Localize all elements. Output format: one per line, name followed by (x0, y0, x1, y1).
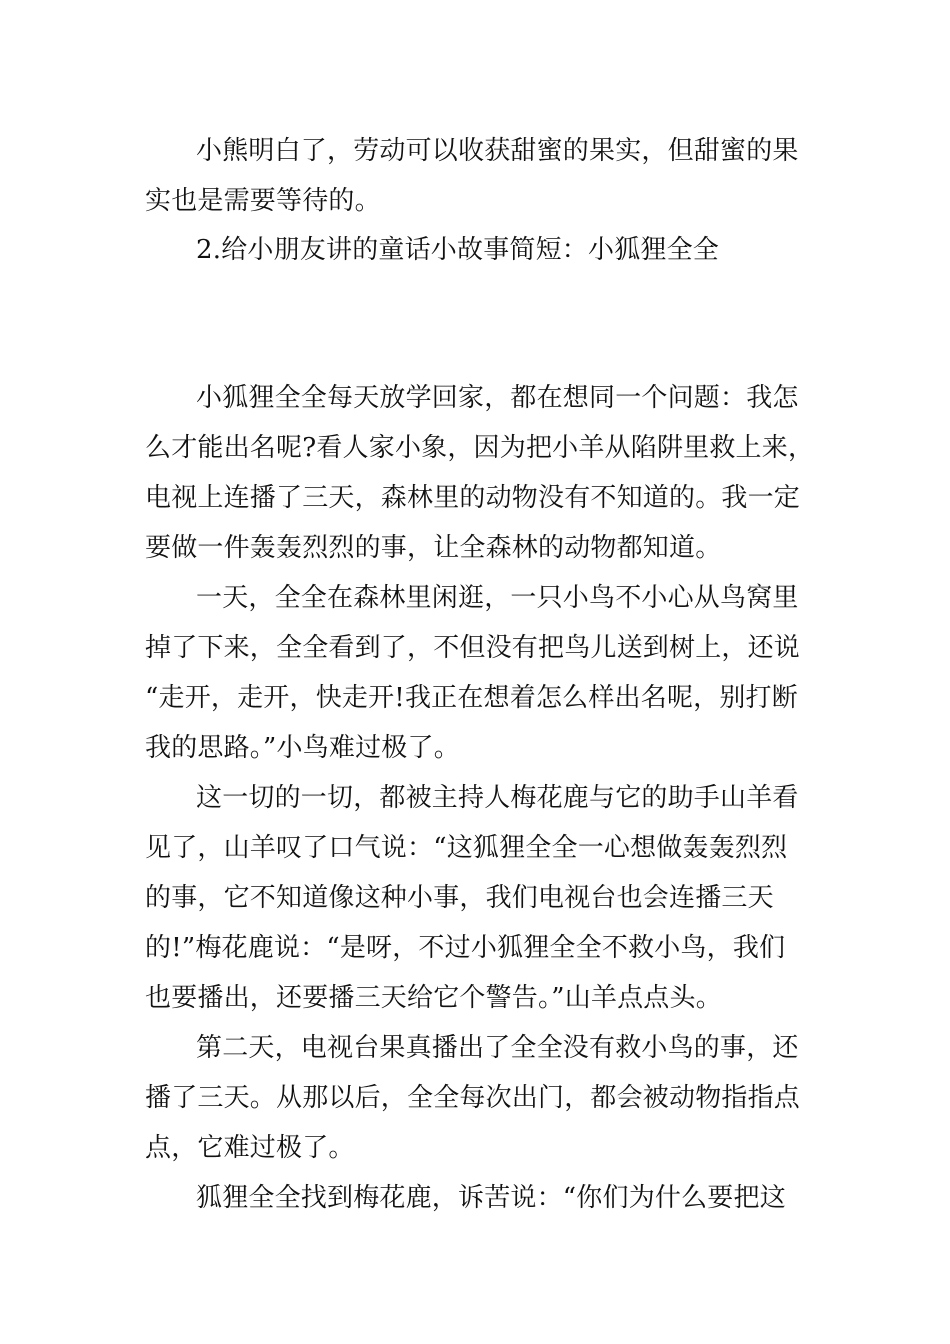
text-line: 点，它难过极了。 (145, 1133, 355, 1163)
text-line: 一天，全全在森林里闲逛，一只小鸟不小心从鸟窝里 (196, 583, 799, 613)
text-line: 也要播出，还要播三天给它个警告。”山羊点点头。 (145, 983, 722, 1013)
text-line: 要做一件轰轰烈烈的事，让全森林的动物都知道。 (145, 533, 722, 563)
text-line: 这一切的一切，都被主持人梅花鹿与它的助手山羊看 (196, 783, 799, 813)
section-heading: 2.给小朋友讲的童话小故事简短：小狐狸全全 (196, 235, 720, 265)
text-line: 的!”梅花鹿说：“是呀，不过小狐狸全全不救小鸟，我们 (145, 933, 786, 963)
text-line: 掉了下来，全全看到了，不但没有把鸟儿送到树上，还说 (145, 633, 801, 663)
text-line: 小熊明白了，劳动可以收获甜蜜的果实，但甜蜜的果 (196, 136, 799, 166)
text-line: 狐狸全全找到梅花鹿，诉苦说：“你们为什么要把这 (196, 1183, 786, 1213)
text-line: 实也是需要等待的。 (145, 186, 381, 216)
text-line: 的事，它不知道像这种小事，我们电视台也会连播三天 (145, 883, 774, 913)
text-line: 电视上连播了三天，森林里的动物没有不知道的。我一定 (145, 483, 801, 513)
text-line: 我的思路。”小鸟难过极了。 (145, 733, 460, 763)
text-line: “走开，走开，快走开!我正在想着怎么样出名呢，别打断 (145, 683, 798, 713)
text-line: 第二天，电视台果真播出了全全没有救小鸟的事，还 (196, 1033, 799, 1063)
text-line: 见了，山羊叹了口气说：“这狐狸全全一心想做轰轰烈烈 (145, 833, 788, 863)
text-line: 小狐狸全全每天放学回家，都在想同一个问题：我怎 (196, 383, 799, 413)
text-line: 播了三天。从那以后，全全每次出门，都会被动物指指点 (145, 1083, 801, 1113)
text-line: 么才能出名呢?看人家小象，因为把小羊从陷阱里救上来， (145, 433, 815, 463)
